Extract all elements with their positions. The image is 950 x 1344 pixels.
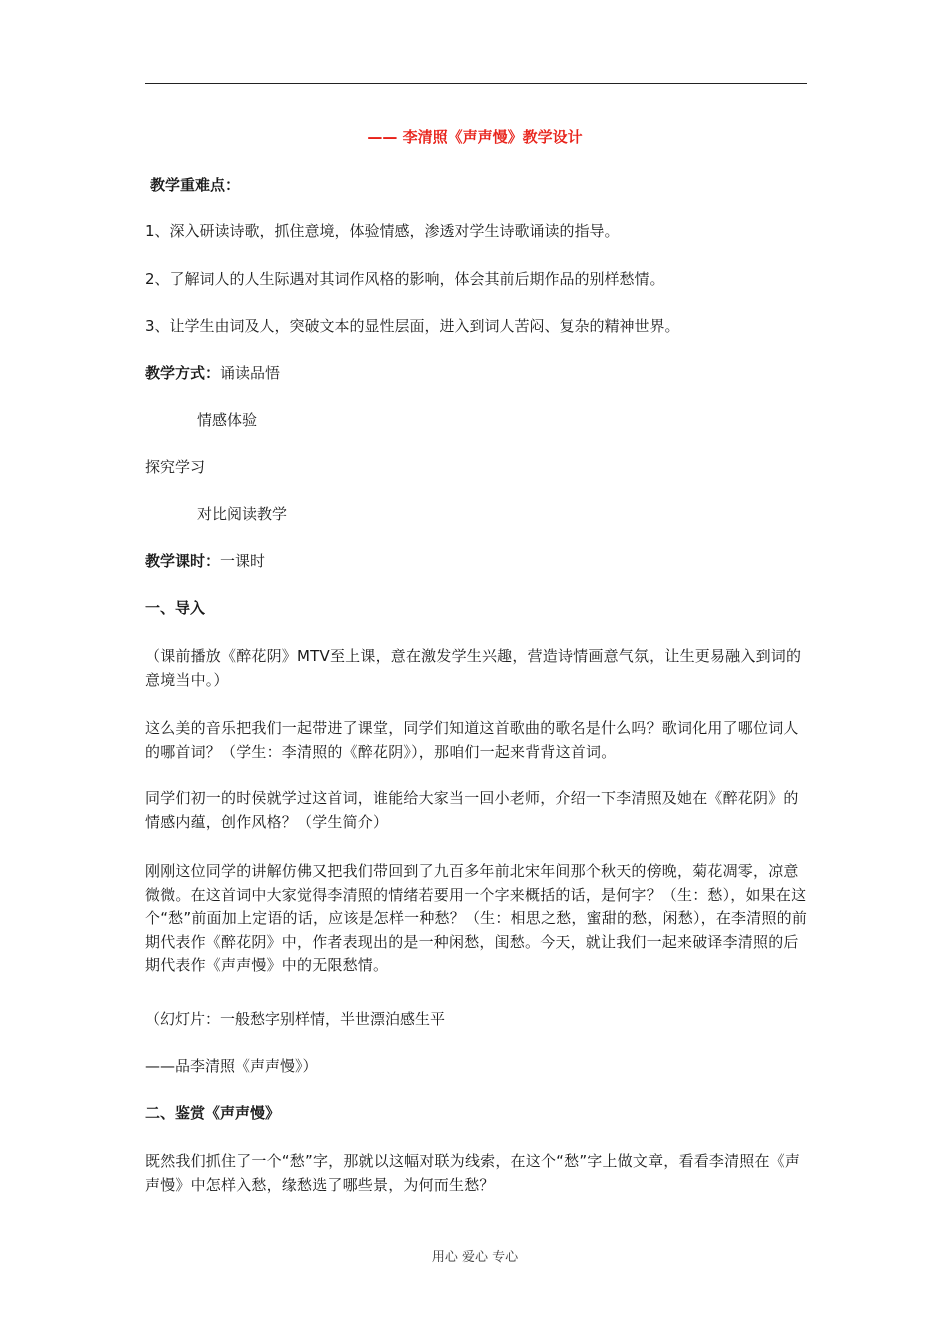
methods-label: 教学方式： (145, 364, 221, 382)
period-line (145, 550, 265, 572)
paragraph: （课前播放《醉花阴》MTV至上课，意在激发学生兴趣，营造诗情画意气氛，让生更易融入到词的意境当中。） (145, 647, 802, 689)
slide-line: ——品李清照《声声慢》） (145, 1057, 318, 1075)
method-item: 诵读品悟 (220, 364, 281, 382)
document-title: —— 李清照《声声慢》教学设计 (367, 128, 583, 146)
period-label: 教学课时： (145, 552, 221, 570)
paragraph: 既然我们抓住了一个“愁”字，那就以这幅对联为线索，在这个“愁”字上做文章，看看李清照在《声声慢》中怎样入愁，缘愁选了哪些景，为何而生愁？ (145, 1152, 801, 1194)
key-point-1: 1、深入研读诗歌，抓住意境，体验情感，渗透对学生诗歌诵读的指导。 (145, 222, 620, 240)
key-point-3: 3、让学生由词及人，突破文本的显性层面，进入到词人苦闷、复杂的精神世界。 (145, 317, 680, 335)
key-points-heading: 教学重难点： (150, 176, 241, 194)
paragraph: 同学们初一的时侯就学过这首词，谁能给大家当一回小老师，介绍一下李清照及她在《醉花阴》的情感内蕴，创作风格？（学生简介） (145, 789, 799, 831)
method-item: 情感体验 (197, 411, 258, 429)
slide-line: （幻灯片：一般愁字别样情，半世漂泊感生平 (145, 1010, 446, 1028)
period-value: 一课时 (220, 552, 266, 570)
method-item: 对比阅读教学 (197, 505, 288, 523)
key-point-2: 2、了解词人的人生际遇对其词作风格的影响，体会其前后期作品的别样愁情。 (145, 270, 665, 288)
section-heading: 一、导入 (145, 599, 206, 617)
header-rule (145, 83, 807, 84)
page-footer: 用心 爱心 专心 (431, 1250, 519, 1265)
section-heading: 二、鉴赏《声声慢》 (145, 1104, 281, 1122)
paragraph: 这么美的音乐把我们一起带进了课堂，同学们知道这首歌曲的歌名是什么吗？歌词化用了哪位词人的哪首词？（学生：李清照的《醉花阴》），那咱们一起来背背这首词。 (145, 719, 799, 761)
method-item: 探究学习 (145, 458, 206, 476)
methods-line (145, 362, 280, 384)
paragraph: 刚刚这位同学的讲解仿佛又把我们带回到了九百多年前北宋年间那个秋天的傍晚，菊花凋零，凉意微微。在这首词中大家觉得李清照的情绪若要用一个字来概括的话，是何字？（生：愁），如果在这个“愁”前面加上定语的话，应该是怎样一种愁？（生：相思之愁，蜜甜的愁，闲愁），在李清照的前期代表作《醉花阴》中，作者表现出的是一种闲愁，闺愁。今天，就让我们一起来破译李清照的后期代表作《声声慢》中的无限愁情。 (145, 862, 808, 974)
